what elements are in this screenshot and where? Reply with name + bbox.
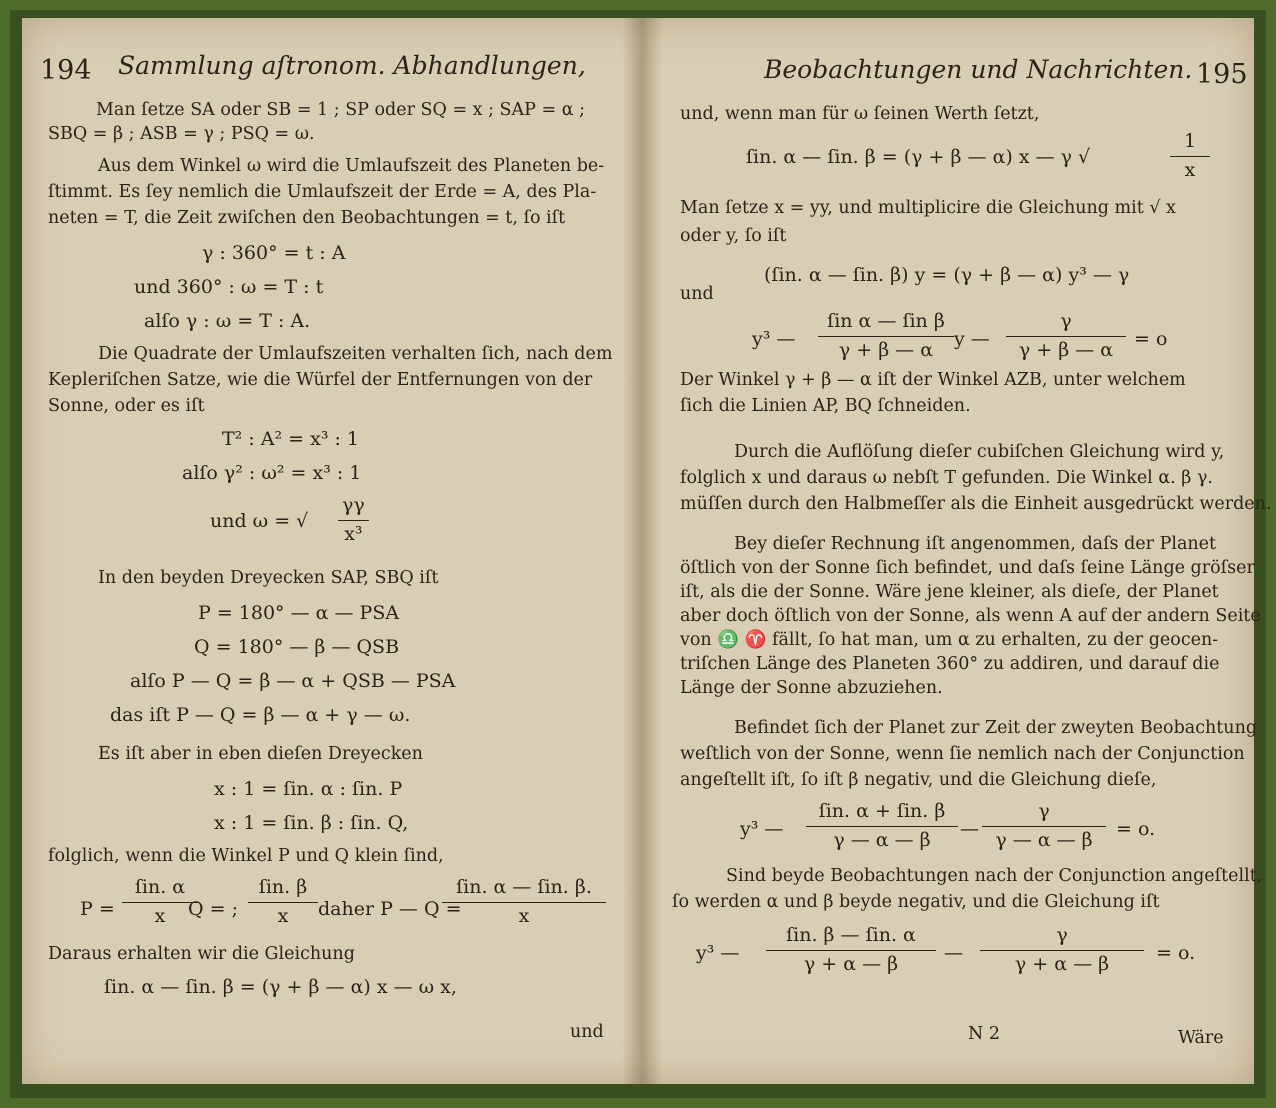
equation: y — (954, 328, 990, 350)
equation: P = (80, 898, 115, 920)
equation: x : 1 = ſin. β : ſin. Q, (214, 812, 409, 834)
catchword: Wäre (1178, 1028, 1224, 1048)
equation: P = 180° — α — PSA (198, 602, 400, 624)
page-number: 195 (1196, 59, 1248, 90)
equation: ſin. α — ſin. β = (γ + β — α) x — γ √ (746, 146, 1091, 168)
fraction: ſin. β — ſin. α γ + α — β (766, 924, 936, 977)
text-line: Bey dieſer Rechnung iſt angenommen, daſs der Planet (734, 534, 1217, 554)
fraction: $\frac{\gamma}{\gamma — \alpha — \beta}$ (982, 800, 1106, 853)
fraction: ſin. α x (122, 876, 198, 929)
fraction: ſin. α — ſin. β. x (442, 876, 606, 929)
running-header: Beobachtungen und Nachrichten. (764, 55, 1193, 84)
proportion: alſo γ : ω = T : A. (144, 310, 311, 332)
text-line: Befindet ſich der Planet zur Zeit der zweyten Beobachtung (734, 718, 1258, 738)
text-line: angeſtellt iſt, ſo iſt β negativ, und die Gleichung dieſe, (680, 770, 1157, 790)
fraction: $\frac{\gamma\gamma}{\text{x³}}$ (338, 494, 369, 547)
text-line: folglich, wenn die Winkel P und Q klein ſind, (48, 846, 444, 866)
text-line: SBQ = β ; ASB = γ ; PSQ = ω. (48, 124, 315, 144)
fraction: ſin. α + ſin. β γ — α — β (806, 800, 958, 853)
right-page (640, 18, 1272, 1084)
equation: y³ — (752, 328, 796, 350)
text-line: Der Winkel γ + β — α iſt der Winkel AZB, unter welchem (680, 370, 1186, 390)
proportion: γ : 360° = t : A (202, 242, 346, 264)
text-line: oder y, ſo iſt (680, 226, 787, 246)
text-line: aber doch öſtlich von der Sonne, als wenn A auf der andern Seite (680, 606, 1261, 626)
text-line: iſt, als die der Sonne. Wäre jene kleiner, als dieſe, der Planet (680, 582, 1219, 602)
signature-mark: N 2 (968, 1024, 1001, 1044)
equation: = o. (1116, 818, 1156, 840)
equation: und ω = √ (210, 510, 309, 532)
equation: alſo P — Q = β — α + QSB — PSA (130, 670, 456, 692)
fraction: $\frac{\gamma}{\gamma + \alpha — \beta}$ (980, 924, 1144, 977)
text-line: öſtlich von der Sonne ſich befindet, und daſs ſeine Länge gröſser (680, 558, 1255, 578)
equation: — (944, 942, 963, 964)
fraction: ſin α — ſin β γ + β — α (818, 310, 954, 363)
text-line: Die Quadrate der Umlaufszeiten verhalten ſich, nach dem (98, 344, 613, 364)
text-line: Man ſetze x = yy, und multiplicire die Gleichung mit √ x (680, 198, 1176, 218)
equation: Q = 180° — β — QSB (194, 636, 400, 658)
text-line: ſich die Linien AP, BQ ſchneiden. (680, 396, 971, 416)
text-line: von ♎ ♈ fällt, ſo hat man, um α zu erhalten, zu der geocen- (680, 630, 1219, 650)
equation: y³ — (696, 942, 740, 964)
text-line: Aus dem Winkel ω wird die Umlaufszeit des Planeten be- (98, 156, 605, 176)
text-line: ſtimmt. Es ſey nemlich die Umlaufszeit der Erde = A, des Pla- (48, 182, 597, 202)
equation: (ſin. α — ſin. β) y = (γ + β — α) y³ — γ (764, 264, 1130, 286)
text-line: Man ſetze SA oder SB = 1 ; SP oder SQ = x ; SAP = α ; (96, 100, 586, 120)
text-line: Sonne, oder es iſt (48, 396, 205, 416)
text-line: neten = T, die Zeit zwiſchen den Beobachtungen = t, ſo iſt (48, 208, 566, 228)
equation: y³ — (740, 818, 784, 840)
page-number: 194 (40, 55, 92, 86)
proportion: und 360° : ω = T : t (134, 276, 324, 298)
book-spread (22, 18, 1272, 1084)
text-line: Sind beyde Beobachtungen nach der Conjunction angeſtellt, (726, 866, 1263, 886)
fraction: ſin. β x (248, 876, 318, 929)
text-line: Kepleriſchen Satze, wie die Würfel der Entfernungen von der (48, 370, 593, 390)
equation: Q = ; (188, 898, 238, 920)
text-line: müſſen durch den Halbmeſſer als die Einheit ausgedrückt werden. (680, 494, 1272, 514)
text-line: Daraus erhalten wir die Gleichung (48, 944, 355, 964)
equation: = o (1134, 328, 1168, 350)
text-line: folglich x und daraus ω nebſt T gefunden. Die Winkel α. β γ. (680, 468, 1213, 488)
text-line: In den beyden Dreyecken SAP, SBQ iſt (98, 568, 439, 588)
text-line: und, wenn man für ω ſeinen Werth ſetzt, (680, 104, 1040, 124)
text-line: Länge der Sonne abzuziehen. (680, 678, 943, 698)
catchword: und (570, 1022, 604, 1042)
text-line: Es iſt aber in eben dieſen Dreyecken (98, 744, 423, 764)
text-line: triſchen Länge des Planeten 360° zu addiren, und darauf die (680, 654, 1220, 674)
equation: das iſt P — Q = β — α + γ — ω. (110, 704, 411, 726)
equation: x : 1 = ſin. α : ſin. P (214, 778, 403, 800)
text-line: und (680, 284, 714, 304)
equation: ſin. α — ſin. β = (γ + β — α) x — ω x, (104, 976, 457, 998)
left-page (22, 18, 637, 1084)
equation: alſo γ² : ω² = x³ : 1 (182, 462, 362, 484)
equation: T² : A² = x³ : 1 (222, 428, 360, 450)
text-line: weſtlich von der Sonne, wenn ſie nemlich nach der Conjunction (680, 744, 1245, 764)
running-header: Sammlung aſtronom. Abhandlungen, (118, 51, 586, 80)
fraction: $\frac{\gamma}{\gamma + \beta — \alpha}$ (1006, 310, 1126, 363)
equation: daher P — Q = (318, 898, 462, 920)
fraction: $\frac{1}{x}$ (1170, 130, 1210, 183)
equation: = o. (1156, 942, 1196, 964)
equation: — (960, 818, 979, 840)
text-line: ſo werden α und β beyde negativ, und die Gleichung iſt (672, 892, 1160, 912)
text-line: Durch die Auflöſung dieſer cubiſchen Gleichung wird y, (734, 442, 1225, 462)
